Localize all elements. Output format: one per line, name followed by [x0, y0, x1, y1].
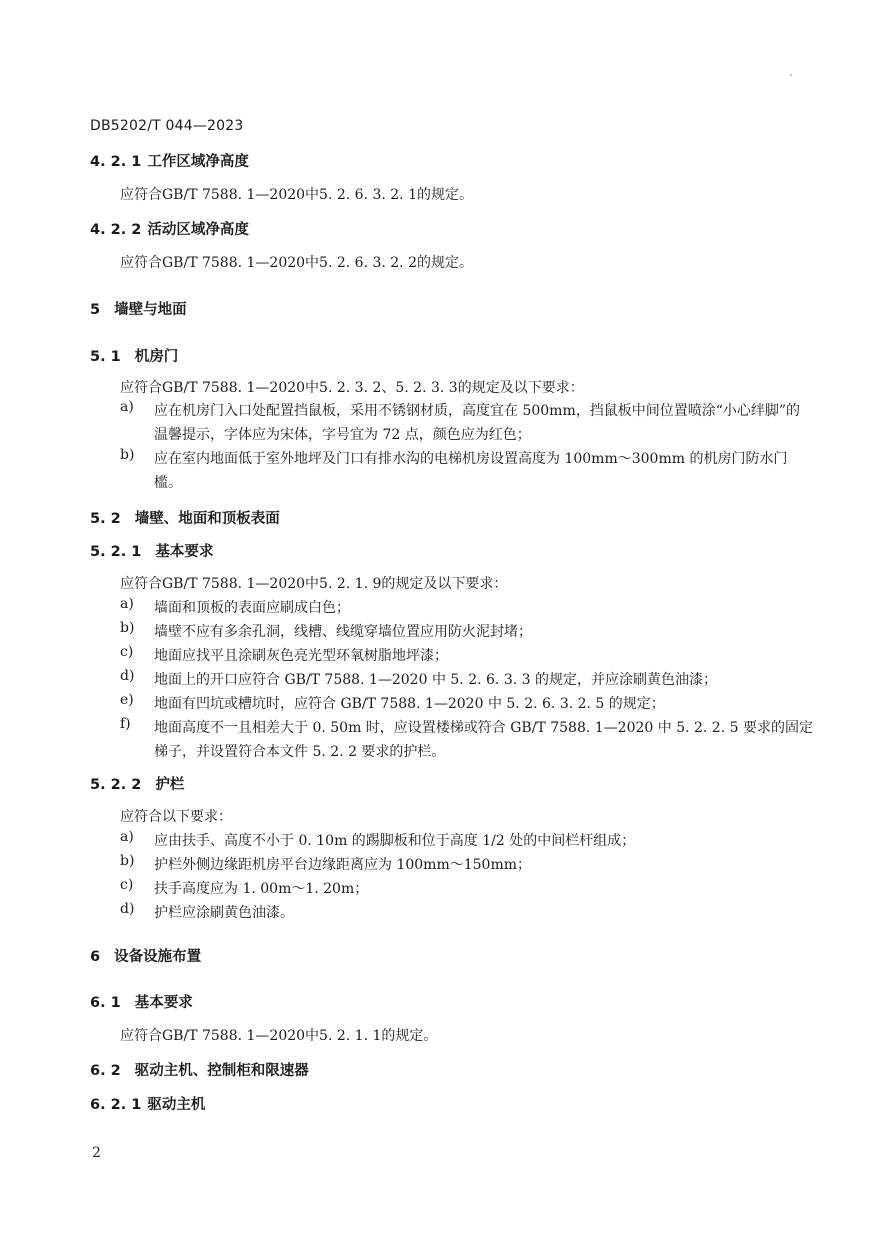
- heading-title: 墙壁与地面: [114, 302, 187, 318]
- heading-5-1: [90, 345, 178, 366]
- list-marker: b): [120, 853, 135, 869]
- heading-title: 墙壁、地面和顶板表面: [134, 511, 280, 527]
- list-marker: b): [120, 447, 135, 463]
- heading-number: 5: [90, 302, 101, 318]
- heading-number: 6. 2. 1: [90, 1097, 142, 1113]
- list-marker: f): [120, 716, 131, 732]
- heading-title: 驱动主机、控制柜和限速器: [134, 1063, 309, 1079]
- list-text: 护栏应涂刷黄色油漆。: [154, 905, 294, 921]
- paragraph-4-2-1: 应符合GB/T 7588. 1—2020中5. 2. 6. 3. 2. 1的规定。: [120, 187, 473, 203]
- heading-title: 驱动主机: [147, 1097, 206, 1113]
- heading-number: 6. 2: [90, 1063, 121, 1079]
- paragraph-5-2-2-intro: 应符合以下要求：: [120, 809, 232, 825]
- list-marker: b): [120, 620, 135, 636]
- heading-number: 5. 2. 1: [90, 544, 142, 560]
- heading-4-2-2: [90, 218, 249, 239]
- list-text: 地面有凹坑或槽坑时，应符合 GB/T 7588. 1—2020 中 5. 2. 6. 3. 2. 5 的规定；: [154, 696, 665, 712]
- list-marker: d): [120, 668, 135, 684]
- paragraph-6-1: 应符合GB/T 7588. 1—2020中5. 2. 1. 1的规定。: [120, 1028, 438, 1044]
- heading-title: 设备设施布置: [114, 949, 202, 965]
- list-marker: c): [120, 644, 134, 660]
- list-text: 应由扶手、高度不小于 0. 10m 的踢脚板和位于高度 1/2 处的中间栏杆组成；: [154, 833, 636, 849]
- list-marker: a): [120, 399, 134, 415]
- page-number: 2: [92, 1145, 101, 1161]
- heading-title: 工作区域净高度: [147, 154, 249, 170]
- heading-number: 4. 2. 1: [90, 154, 142, 170]
- heading-number: 4. 2. 2: [90, 222, 142, 238]
- heading-5: [90, 298, 187, 319]
- heading-6-2: [90, 1059, 309, 1080]
- heading-title: 基本要求: [134, 995, 193, 1011]
- heading-title: 活动区域净高度: [147, 222, 249, 238]
- list-text: 地面上的开口应符合 GB/T 7588. 1—2020 中 5. 2. 6. 3. 3 的规定，并应涂刷黄色油漆；: [154, 672, 717, 688]
- paragraph-5-2-1-intro: 应符合GB/T 7588. 1—2020中5. 2. 1. 9的规定及以下要求：: [120, 576, 508, 592]
- heading-title: 护栏: [155, 777, 185, 793]
- heading-number: 5. 2. 2: [90, 777, 142, 793]
- paragraph-5-1-intro: 应符合GB/T 7588. 1—2020中5. 2. 3. 2、5. 2. 3. 3的规定及以下要求：: [120, 380, 584, 396]
- scan-speck: [790, 74, 792, 76]
- list-text: 墙壁不应有多余孔洞，线槽、线缆穿墙位置应用防火泥封堵；: [154, 624, 532, 640]
- heading-number: 5. 1: [90, 349, 121, 365]
- heading-5-2-1: [90, 540, 213, 561]
- list-marker: a): [120, 829, 134, 845]
- heading-5-2-2: [90, 773, 184, 794]
- heading-number: 6: [90, 949, 101, 965]
- heading-title: 机房门: [134, 349, 179, 365]
- list-text: 墙面和顶板的表面应刷成白色；: [154, 600, 350, 616]
- heading-6-1: [90, 991, 193, 1012]
- list-text: 应在室内地面低于室外地坪及门口有排水沟的电梯机房设置高度为 100mm～300mm 的机房门防水门槛。: [154, 451, 788, 491]
- list-marker: d): [120, 901, 135, 917]
- list-text: 扶手高度应为 1. 00m～1. 20m；: [154, 881, 369, 897]
- heading-4-2-1: [90, 150, 249, 171]
- heading-6: [90, 945, 201, 966]
- heading-title: 基本要求: [155, 544, 214, 560]
- list-text: 护栏外侧边缘距机房平台边缘距离应为 100mm～150mm；: [154, 857, 531, 873]
- document-code: DB5202/T 044—2023: [90, 118, 244, 134]
- heading-number: 6. 1: [90, 995, 121, 1011]
- paragraph-4-2-2: 应符合GB/T 7588. 1—2020中5. 2. 6. 3. 2. 2的规定。: [120, 255, 473, 271]
- list-marker: c): [120, 877, 134, 893]
- heading-6-2-1: [90, 1093, 205, 1114]
- heading-5-2: [90, 507, 280, 528]
- list-marker: e): [120, 692, 134, 708]
- list-text: 应在机房门入口处配置挡鼠板，采用不锈钢材质，高度宜在 500mm，挡鼠板中间位置喷涂“小心绊脚”的温馨提示，字体应为宋体，字号宜为 72 点，颜色应为红色；: [154, 403, 801, 443]
- heading-number: 5. 2: [90, 511, 121, 527]
- list-text: 地面应找平且涂刷灰色亮光型环氧树脂地坪漆；: [154, 648, 448, 664]
- list-text: 地面高度不一且相差大于 0. 50m 时，应设置楼梯或符合 GB/T 7588. 1—2020 中 5. 2. 2. 5 要求的固定梯子，并设置符合本文件 5. 2. 2 要求的护栏。: [154, 720, 813, 760]
- list-marker: a): [120, 596, 134, 612]
